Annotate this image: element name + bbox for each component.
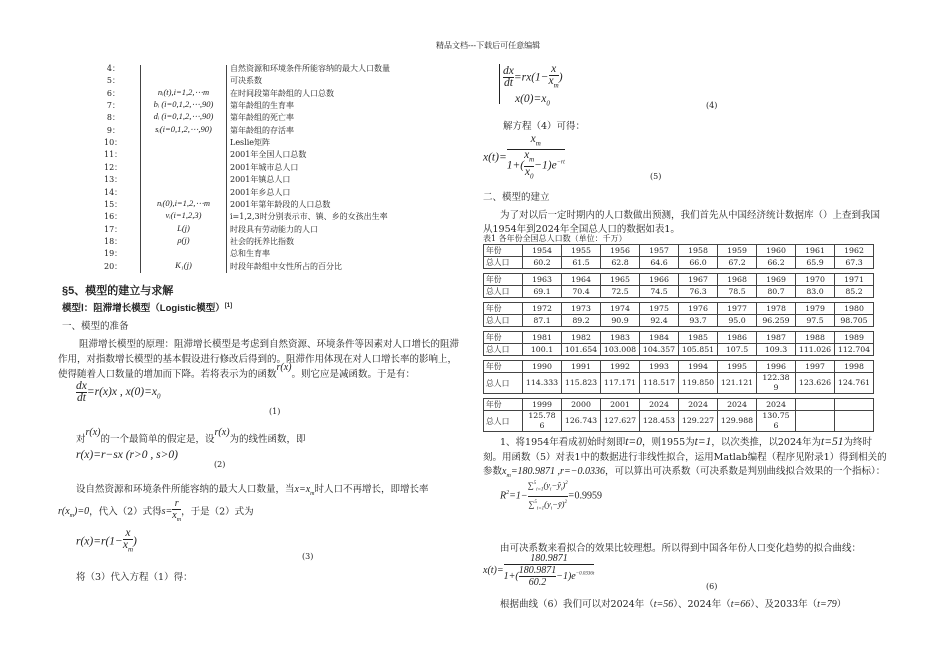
table-cell-year: 1985 xyxy=(679,332,718,344)
table-cell-population: 64.6 xyxy=(640,257,679,269)
table-cell-year: 1973 xyxy=(562,303,601,315)
para-5: 将（3）代入方程（1）得： xyxy=(76,572,193,583)
table-cell-population: 90.9 xyxy=(601,315,640,327)
symbol-description: 社会的抚养比指数 xyxy=(230,236,294,246)
para-2a: 对 xyxy=(76,434,86,445)
table-cell-year: 2024 xyxy=(757,399,796,411)
para-9a: 参数 xyxy=(483,466,503,477)
table-cell-population: 118.517 xyxy=(640,373,679,394)
symbol-notation: nᵢ(t),i=1,2,⋯m xyxy=(157,86,210,97)
table-cell-year: 1988 xyxy=(796,332,835,344)
symbol-description: 自然资源和环境条件所能容纳的最大人口数量 xyxy=(230,64,390,73)
equation-5-number: (5) xyxy=(650,172,662,181)
table-cell-population: 128.453 xyxy=(640,411,679,432)
equation-6: x(t)= 180.9871 1+( $\frac{180.9871}{60.2}$ $-1)e^{-0.0336t}$ xyxy=(483,553,595,588)
table-cell-population: 69.1 xyxy=(523,286,562,298)
table-cell-year: 1974 xyxy=(601,303,640,315)
inline-t66: t=66 xyxy=(730,599,751,610)
symbol-notation: K₁(j) xyxy=(175,259,192,270)
table-cell-year: 1983 xyxy=(601,332,640,344)
table-cell-population: 78.5 xyxy=(718,286,757,298)
inline-r-x: r(x) xyxy=(276,362,292,373)
para-7d: 为终时 xyxy=(843,437,873,448)
table-cell-year: 1977 xyxy=(718,303,757,315)
table-cell-year: 1989 xyxy=(835,332,874,344)
para-1c-text: 使得随着人口数量的增加而下降。若将表示为的函数 xyxy=(58,369,277,380)
table-cell-population: 117.171 xyxy=(601,373,640,394)
para-9b: ，可以算出可决系数（可决系数是判别曲线拟合效果的一个指标）： xyxy=(604,466,886,477)
table-cell-year: 1993 xyxy=(640,361,679,373)
solve-text: 解方程（4）可得： xyxy=(503,121,586,132)
table-cell-population: 74.5 xyxy=(640,286,679,298)
symbol-number: 4： xyxy=(106,64,120,73)
symbol-notation: vᵢ(i=1,2,3) xyxy=(165,210,202,221)
table-row-years xyxy=(484,332,874,344)
symbol-number: 9： xyxy=(106,125,120,135)
table-cell-population: 125.78 6 xyxy=(523,411,562,432)
table-cell-population: 80.7 xyxy=(757,286,796,298)
row-label-year: 年份 xyxy=(484,361,523,373)
table-cell-population: 70.4 xyxy=(562,286,601,298)
table-cell-population: 115.823 xyxy=(562,373,601,394)
equation-6-number: (6) xyxy=(706,582,718,591)
symbol-number: 19： xyxy=(104,249,123,259)
table-cell-year: 2000 xyxy=(562,399,601,411)
table-cell-population: 105.851 xyxy=(679,344,718,356)
table-cell-year: 1968 xyxy=(718,274,757,286)
eq1-fraction: $\frac{dx}{dt}$ xyxy=(76,380,87,404)
symbol-number: 12： xyxy=(104,162,123,172)
equation-1: $\frac{dx}{dt}$ =r(x)x , $x(0)=x_0$ xyxy=(76,380,161,404)
symbol-number: 10： xyxy=(104,138,123,148)
para-3 xyxy=(76,481,429,497)
row-label-year: 年份 xyxy=(484,274,523,286)
table-cell-year: 2024 xyxy=(718,399,757,411)
para-1c xyxy=(58,362,416,380)
table-cell-population: 67.2 xyxy=(718,257,757,269)
table-cell-year: 1975 xyxy=(640,303,679,315)
eq5-fraction: $x_m$ 1+( $\frac{x_m}{x_0}$ $-1)e^{-rt}$ xyxy=(506,133,565,180)
symbol-number: 20： xyxy=(104,261,123,271)
table-cell-population: 72.5 xyxy=(601,286,640,298)
table-cell-population: 111.026 xyxy=(796,344,835,356)
table-cell-population: 61.5 xyxy=(562,257,601,269)
table-cell-population: 122.38 9 xyxy=(757,373,796,394)
table-cell-year: 1959 xyxy=(718,245,757,257)
eq6-fraction: 180.9871 1+( $\frac{180.9871}{60.2}$ $-1)e^{-0.0336t}$ xyxy=(503,553,595,588)
para-6b: 从1954年到2024年全国总人口的数据如表1。 xyxy=(483,224,680,235)
inline-t0: t=0 xyxy=(625,436,642,448)
symbol-notation: sᵢ(i=0,1,2,⋯,90) xyxy=(155,123,212,134)
para-2 xyxy=(76,427,306,445)
para-8: 刻。用函数（5）对表1中的数据进行非线性拟合，运用Matlab编程（程序见附录1）得到相关的 xyxy=(483,452,887,463)
symbol-description: i=1,2,3时分别表示市、镇、乡的女孩出生率 xyxy=(230,212,388,222)
para-4b: ，代入（2）式得 xyxy=(89,506,162,518)
equation-2-number: (2) xyxy=(214,460,226,469)
para-11a: 根据曲线（6）我们可以对2024年（ xyxy=(500,599,654,610)
table-cell-population: 129.988 xyxy=(718,411,757,432)
r-squared-equation: $R^2=1-$ $\frac{\sum^5_{i=1}(y_i-ŷ_i)^2}{\sum^5_{i=1}(y_i-ȳ)^2}$ =0.9959 xyxy=(500,478,602,514)
inline-params: $x_m=180.9871$ ,r=−0.0336 xyxy=(502,466,605,479)
inline-t51: t=51 xyxy=(821,436,844,448)
eq4-fraction-dxdt: $\frac{dx}{dt}$ xyxy=(503,65,514,90)
para-3a: 设自然资源和环境条件所能容纳的最大人口数量，当 xyxy=(76,484,295,495)
table-cell-year: 1958 xyxy=(679,245,718,257)
table-cell-population: 127.627 xyxy=(601,411,640,432)
table-row-population xyxy=(484,411,874,432)
table-cell-population: 100.1 xyxy=(523,344,562,356)
table-cell-population: 123.626 xyxy=(796,373,835,394)
symbol-notation: nᵢ(0),i=1,2,⋯m xyxy=(156,197,211,208)
symbol-description: 2001年城市总人口 xyxy=(230,162,299,172)
table-cell-year: 1969 xyxy=(757,274,796,286)
table-cell-year: 1991 xyxy=(562,361,601,373)
inline-r-x-2: r(x) xyxy=(85,427,101,438)
page-header: 精品文档---下载后可任意编辑 xyxy=(436,41,541,50)
table-cell-population: 93.7 xyxy=(679,315,718,327)
table-cell-year: 1984 xyxy=(640,332,679,344)
table-cell-year: 1966 xyxy=(640,274,679,286)
para-11d: ） xyxy=(836,599,847,610)
symbol-description: 2001年第年龄段的人口总数 xyxy=(230,199,331,209)
symbol-description: 2001年乡总人口 xyxy=(230,187,291,197)
para-1d-text: 。则它应是减函数。于是有： xyxy=(291,369,416,380)
equation-4-number: (4) xyxy=(706,101,718,110)
equation-3-number: (3) xyxy=(302,552,314,561)
table-cell-population: 67.3 xyxy=(835,257,874,269)
symbol-description: 2001年镇总人口 xyxy=(230,175,291,185)
table-cell-year: 1992 xyxy=(601,361,640,373)
section-title: §5、模型的建立与求解 xyxy=(62,285,174,297)
table-cell-population xyxy=(796,411,835,432)
row-label-year: 年份 xyxy=(484,303,523,315)
symbol-description: 可决系数 xyxy=(230,76,262,86)
table-row-population xyxy=(484,344,874,356)
symbol-number: 16： xyxy=(104,212,123,222)
row-label-population: 总人口 xyxy=(484,286,523,298)
table-cell-year: 1979 xyxy=(796,303,835,315)
para-2b: 的一个最简单的假定是，设 xyxy=(100,434,215,445)
table-row-population xyxy=(484,286,874,298)
para-9 xyxy=(483,463,885,479)
para-2c: 为的线性函数，即 xyxy=(229,434,306,445)
table-cell-population: 112.704 xyxy=(835,344,874,356)
table-row-years xyxy=(484,274,874,286)
symbol-description: 2001年全国人口总数 xyxy=(230,150,307,160)
table-cell-year: 1954 xyxy=(523,245,562,257)
para-7c: ，以次类推，以2024年为 xyxy=(711,437,822,448)
eq3-fraction: $\frac{x}{x_m}$ xyxy=(122,527,133,554)
subsection-build: 二、模型的建立 xyxy=(483,192,550,203)
symbol-number: 17： xyxy=(104,224,123,234)
table-cell-year: 1962 xyxy=(835,245,874,257)
eq4-fraction-xxm: $\frac{x}{x_m}$ xyxy=(548,63,559,90)
table-cell-population: 107.5 xyxy=(718,344,757,356)
table-cell-year: 1999 xyxy=(523,399,562,411)
table-cell-year: 2024 xyxy=(679,399,718,411)
para-1b: 作用，对指数增长模型的基本假设进行修改后得到的。阻滞作用体现在对人口增长率的影响上， xyxy=(58,354,458,365)
model-title xyxy=(62,300,232,314)
table-row-years xyxy=(484,361,874,373)
para-4c: ，于是（2）式为 xyxy=(181,506,254,518)
table-cell-year: 1972 xyxy=(523,303,562,315)
row-label-year: 年份 xyxy=(484,245,523,257)
para-1a: 阻滞增长模型的原理：阻滞增长模型是考虑到自然资源、环境条件等因素对人口增长的阻滞 xyxy=(79,339,460,350)
equation-1-number: (1) xyxy=(269,407,281,416)
row-label-population: 总人口 xyxy=(484,315,523,327)
table-cell-year: 1967 xyxy=(679,274,718,286)
table-cell-year: 1961 xyxy=(796,245,835,257)
table-cell-year: 1955 xyxy=(562,245,601,257)
inline-r-xm-0: $r(x_m)=0$ xyxy=(58,506,90,520)
symbol-number: 18： xyxy=(104,236,123,246)
r2-value: 0.9959 xyxy=(574,490,602,502)
table-cell-year: 1960 xyxy=(757,245,796,257)
table-cell-year: 1990 xyxy=(523,361,562,373)
table-cell-population: 103.008 xyxy=(601,344,640,356)
table-cell-year: 1964 xyxy=(562,274,601,286)
table-cell-population: 62.8 xyxy=(601,257,640,269)
para-7a: 1、将1954年看成初始时刻即 xyxy=(500,437,626,448)
row-label-year: 年份 xyxy=(484,332,523,344)
row-label-year: 年份 xyxy=(484,399,523,411)
table-cell-year xyxy=(796,399,835,411)
table-cell-population: 126.743 xyxy=(562,411,601,432)
symbol-description: 时段具有劳动能力的人口 xyxy=(230,224,318,234)
symbol-description: 时段年龄组中女性所占的百分比 xyxy=(230,261,342,271)
table-cell-population: 121.121 xyxy=(718,373,757,394)
table-cell-population: 87.1 xyxy=(523,315,562,327)
table-cell-population xyxy=(835,411,874,432)
table-cell-population: 92.4 xyxy=(640,315,679,327)
table-cell-population: 76.3 xyxy=(679,286,718,298)
r2-fraction: $\frac{\sum^5_{i=1}(y_i-ŷ_i)^2}{\sum^5_{i=1}(y_i-ȳ)^2}$ xyxy=(528,478,568,514)
table-cell-year: 1996 xyxy=(757,361,796,373)
table-row-population xyxy=(484,373,874,394)
table-cell-population: 119.850 xyxy=(679,373,718,394)
symbol-notation: bᵢ (i=0,1,2,⋯,90) xyxy=(153,99,214,110)
table-cell-population: 98.705 xyxy=(835,315,874,327)
para-11 xyxy=(500,596,846,610)
equation-3: r(x)=r(1− $\frac{x}{x_m}$ ) xyxy=(76,527,137,554)
table-cell-population: 130.75 6 xyxy=(757,411,796,432)
table-cell-population: 101.654 xyxy=(562,344,601,356)
inline-x-eq-xm: $x=x_m$ xyxy=(294,484,315,497)
para-7b: ，则1955为 xyxy=(641,437,695,448)
table-cell-year: 1978 xyxy=(757,303,796,315)
table-cell-year: 1976 xyxy=(679,303,718,315)
table-cell-year: 1998 xyxy=(835,361,874,373)
table-row-years xyxy=(484,399,874,411)
table-row-population xyxy=(484,257,874,269)
table-cell-year: 2024 xyxy=(640,399,679,411)
table-cell-year: 1981 xyxy=(523,332,562,344)
table-cell-year: 1965 xyxy=(601,274,640,286)
table-cell-population: 95.0 xyxy=(718,315,757,327)
symbol-number: 15： xyxy=(104,199,123,209)
symbol-description: 第年龄组的死亡率 xyxy=(230,113,294,123)
table-cell-population: 66.0 xyxy=(679,257,718,269)
para-3b: 时人口不再增长，即增长率 xyxy=(314,484,429,495)
inline-s-fraction: s= $\frac{r}{x_m}$ xyxy=(162,506,181,517)
table-cell-population: 97.5 xyxy=(796,315,835,327)
table-cell-year: 1957 xyxy=(640,245,679,257)
table-cell-year: 1995 xyxy=(718,361,757,373)
table-cell-population: 114.333 xyxy=(523,373,562,394)
table-cell-year xyxy=(835,399,874,411)
symbol-number: 11： xyxy=(104,150,123,160)
row-label-population: 总人口 xyxy=(484,257,523,269)
symbol-description: 总和生育率 xyxy=(230,249,270,259)
equation-4: $\frac{dx}{dt}$ =rx(1− $\frac{x}{x_m}$ ) $x(0)=x_0$ xyxy=(503,64,563,108)
table-cell-year: 1963 xyxy=(523,274,562,286)
symbol-description: 第年龄组的生育率 xyxy=(230,101,294,111)
equation-5: x(t)= $x_m$ 1+( $\frac{x_m}{x_0}$ $-1)e^{-rt}$ xyxy=(483,133,565,180)
inline-t1: t=1 xyxy=(694,436,712,448)
symbol-description: 第年龄组的存活率 xyxy=(230,125,294,135)
symbol-notation: L(j) xyxy=(177,222,190,233)
para-11b: ）、2024年（ xyxy=(673,599,731,610)
table-cell-population: 60.2 xyxy=(523,257,562,269)
row-label-population: 总人口 xyxy=(484,373,523,394)
table-cell-year: 1982 xyxy=(562,332,601,344)
symbol-description: Leslie矩阵 xyxy=(230,138,271,148)
table-cell-population: 129.227 xyxy=(679,411,718,432)
table-cell-population: 65.9 xyxy=(796,257,835,269)
symbol-notation: ρ(j) xyxy=(177,234,190,245)
symbol-number: 8： xyxy=(106,113,120,123)
table-cell-population: 96.259 xyxy=(757,315,796,327)
symbol-number: 7： xyxy=(106,101,120,111)
para-10: 由可决系数来看拟合的效果比较理想。所以得到中国各年份人口变化趋势的拟合曲线： xyxy=(500,543,862,554)
table-row-population xyxy=(484,315,874,327)
inline-t56: t=56 xyxy=(653,599,674,610)
para-6a: 为了对以后一定时期内的人口数做出预测，我们首先从中国经济统计数据库（）上查到我国 xyxy=(500,210,881,221)
para-11c: ）、及2033年（ xyxy=(750,599,818,610)
table-cell-population: 109.3 xyxy=(757,344,796,356)
table-cell-year: 1956 xyxy=(601,245,640,257)
symbol-number: 5： xyxy=(106,76,120,86)
model-title-text: 模型Ⅰ：阻滞增长模型（Logistic模型） xyxy=(62,303,225,314)
table-cell-population: 83.0 xyxy=(796,286,835,298)
subsection-prep: 一、模型的准备 xyxy=(62,321,129,332)
para-7 xyxy=(500,434,872,448)
inline-r-x-3: r(x) xyxy=(214,427,230,438)
table-cell-year: 1986 xyxy=(718,332,757,344)
table-cell-population: 66.2 xyxy=(757,257,796,269)
table-cell-year: 1994 xyxy=(679,361,718,373)
table-row-years xyxy=(484,245,874,257)
table-caption: 表1 各年份全国总人口数（单位：千万） xyxy=(483,234,627,243)
table-cell-population: 89.2 xyxy=(562,315,601,327)
symbol-number: 6： xyxy=(106,88,120,98)
equation-2: r(x)=r−sx (r>0 , s>0) xyxy=(76,449,178,461)
table-cell-year: 1970 xyxy=(796,274,835,286)
table-cell-population: 124.761 xyxy=(835,373,874,394)
table-cell-population: 85.2 xyxy=(835,286,874,298)
inline-t79: t=79 xyxy=(817,599,837,610)
population-table xyxy=(483,244,874,432)
row-label-population: 总人口 xyxy=(484,344,523,356)
table-cell-population: 104.357 xyxy=(640,344,679,356)
table-row-years xyxy=(484,303,874,315)
symbol-notation: dᵢ (i=0,1,2,⋯,90) xyxy=(153,111,214,122)
table-cell-year: 2001 xyxy=(601,399,640,411)
para-4 xyxy=(58,498,254,526)
model-citation: [1] xyxy=(224,302,233,309)
symbol-number: 13： xyxy=(104,175,123,185)
table-cell-year: 1971 xyxy=(835,274,874,286)
symbol-table-divider-right xyxy=(226,65,227,273)
symbol-description: 在时间段第年龄组的人口总数 xyxy=(230,88,334,98)
table-cell-year: 1987 xyxy=(757,332,796,344)
row-label-population: 总人口 xyxy=(484,411,523,432)
table-cell-year: 1980 xyxy=(835,303,874,315)
symbol-number: 14： xyxy=(104,187,123,197)
table-cell-year: 1997 xyxy=(796,361,835,373)
